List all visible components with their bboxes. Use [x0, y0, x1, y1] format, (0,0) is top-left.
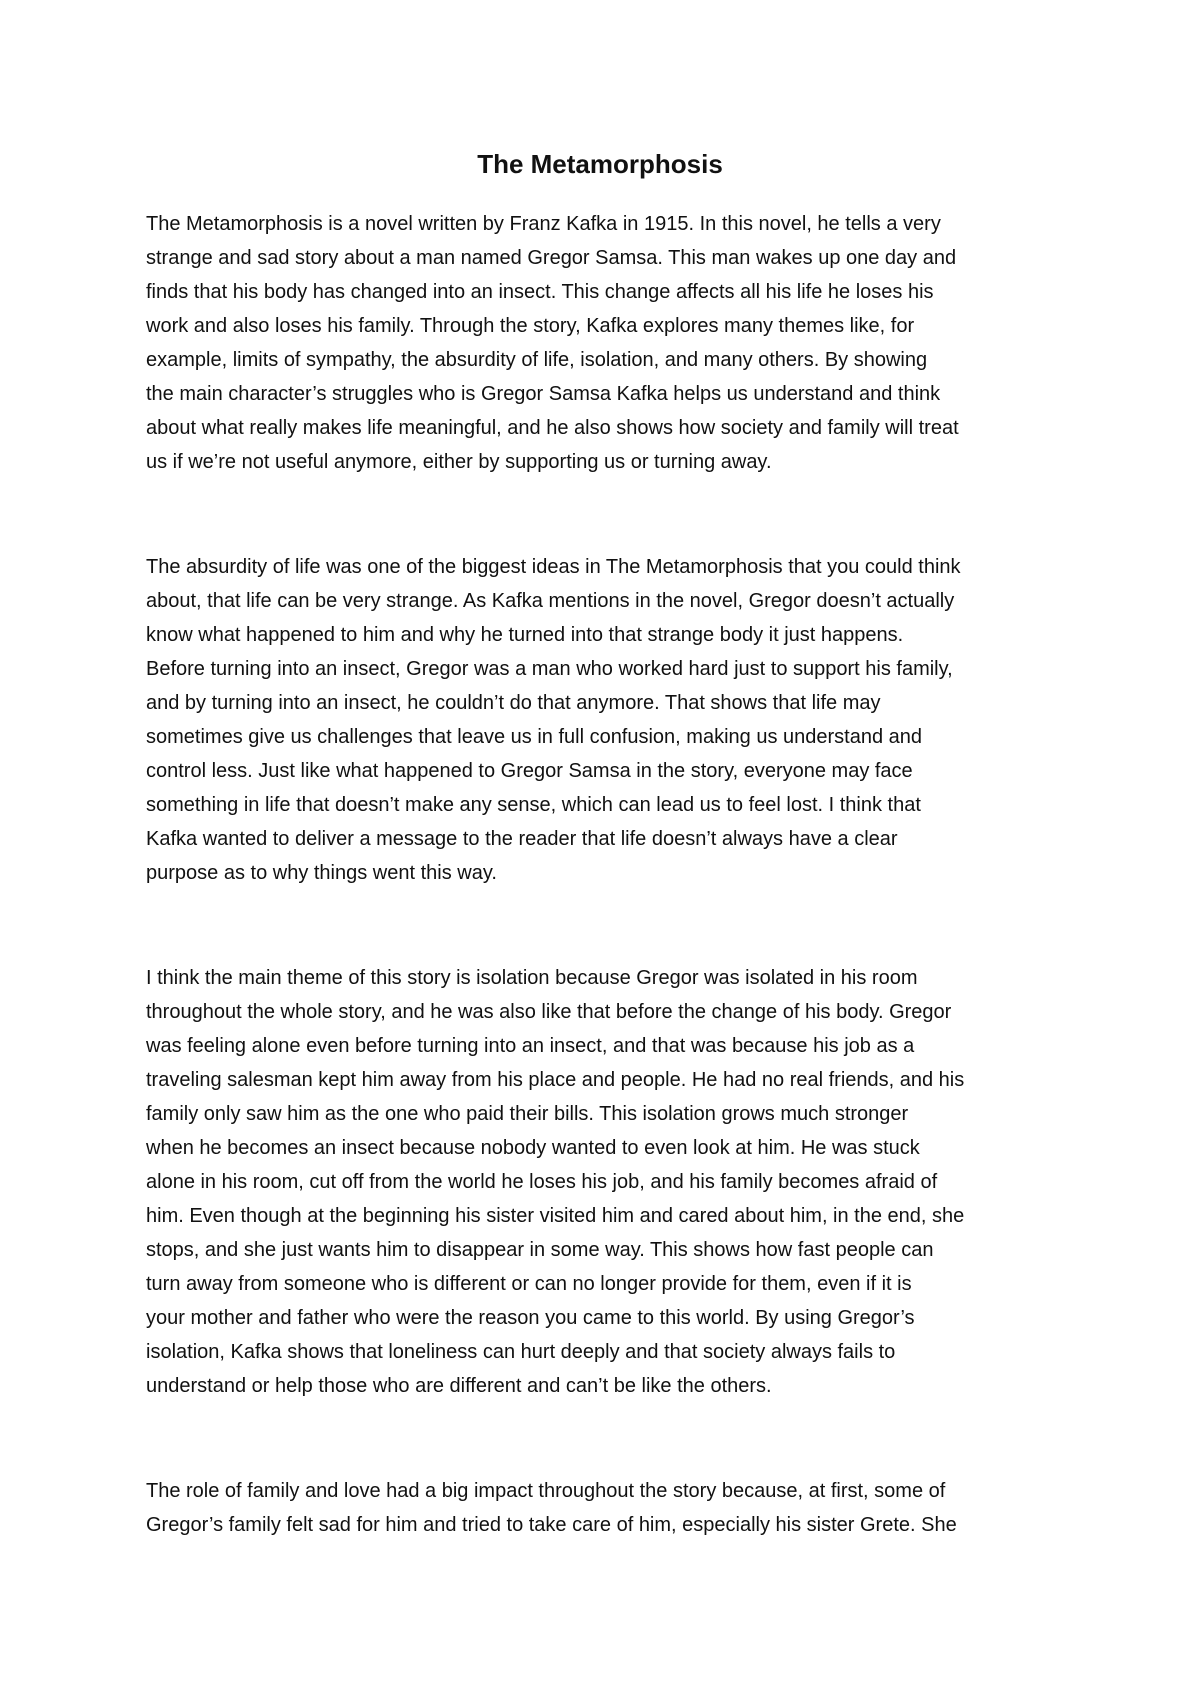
text-line: isolation, Kafka shows that loneliness can hurt deeply and that society always fails to: [146, 1341, 896, 1363]
paragraph-family: [146, 1474, 1066, 1542]
text-line: your mother and father who were the reason you came to this world. By using Gregor’s: [146, 1307, 915, 1329]
paragraph-absurdity: [146, 550, 1066, 890]
text-line: Before turning into an insect, Gregor was a man who worked hard just to support his family,: [146, 658, 953, 680]
text-line: when he becomes an insect because nobody wanted to even look at him. He was stuck: [146, 1137, 920, 1159]
text-line: purpose as to why things went this way.: [146, 862, 497, 884]
text-line: stops, and she just wants him to disappear in some way. This shows how fast people can: [146, 1239, 934, 1261]
text-line: understand or help those who are different and can’t be like the others.: [146, 1375, 772, 1397]
text-line: Gregor’s family felt sad for him and tried to take care of him, especially his sister Grete. She: [146, 1514, 957, 1536]
text-line: throughout the whole story, and he was also like that before the change of his body. Gregor: [146, 1001, 952, 1023]
text-line: The role of family and love had a big impact throughout the story because, at first, some of: [146, 1480, 946, 1502]
text-line: something in life that doesn’t make any sense, which can lead us to feel lost. I think that: [146, 794, 921, 816]
text-line: The Metamorphosis is a novel written by Franz Kafka in 1915. In this novel, he tells a very: [146, 213, 941, 235]
text-line: alone in his room, cut off from the world he loses his job, and his family becomes afraid of: [146, 1171, 938, 1193]
text-line: the main character’s struggles who is Gregor Samsa Kafka helps us understand and think: [146, 383, 941, 405]
text-line: traveling salesman kept him away from his place and people. He had no real friends, and his: [146, 1069, 965, 1091]
text-line: him. Even though at the beginning his sister visited him and cared about him, in the end, she: [146, 1205, 965, 1227]
text-line: work and also loses his family. Through the story, Kafka explores many themes like, for: [146, 315, 915, 337]
text-line: I think the main theme of this story is isolation because Gregor was isolated in his room: [146, 967, 918, 989]
text-line: The absurdity of life was one of the biggest ideas in The Metamorphosis that you could think: [146, 556, 961, 578]
text-line: and by turning into an insect, he couldn’t do that anymore. That shows that life may: [146, 692, 881, 714]
text-line: about what really makes life meaningful, and he also shows how society and family will treat: [146, 417, 959, 439]
text-line: sometimes give us challenges that leave us in full confusion, making us understand and: [146, 726, 923, 748]
document-title: The Metamorphosis: [477, 149, 723, 179]
text-line: example, limits of sympathy, the absurdity of life, isolation, and many others. By showing: [146, 349, 928, 371]
paragraph-introduction: [146, 207, 1066, 479]
text-line: turn away from someone who is different or can no longer provide for them, even if it is: [146, 1273, 912, 1295]
text-line: finds that his body has changed into an insect. This change affects all his life he loses his: [146, 281, 934, 303]
text-line: control less. Just like what happened to Gregor Samsa in the story, everyone may face: [146, 760, 913, 782]
text-line: was feeling alone even before turning into an insect, and that was because his job as a: [146, 1035, 915, 1057]
text-line: about, that life can be very strange. As Kafka mentions in the novel, Gregor doesn’t actually: [146, 590, 955, 612]
text-line: Kafka wanted to deliver a message to the reader that life doesn’t always have a clear: [146, 828, 898, 850]
paragraph-isolation: [146, 961, 1066, 1403]
text-line: family only saw him as the one who paid their bills. This isolation grows much stronger: [146, 1103, 909, 1125]
text-line: us if we’re not useful anymore, either by supporting us or turning away.: [146, 451, 772, 473]
text-line: strange and sad story about a man named Gregor Samsa. This man wakes up one day and: [146, 247, 957, 269]
text-line: know what happened to him and why he turned into that strange body it just happens.: [146, 624, 904, 646]
